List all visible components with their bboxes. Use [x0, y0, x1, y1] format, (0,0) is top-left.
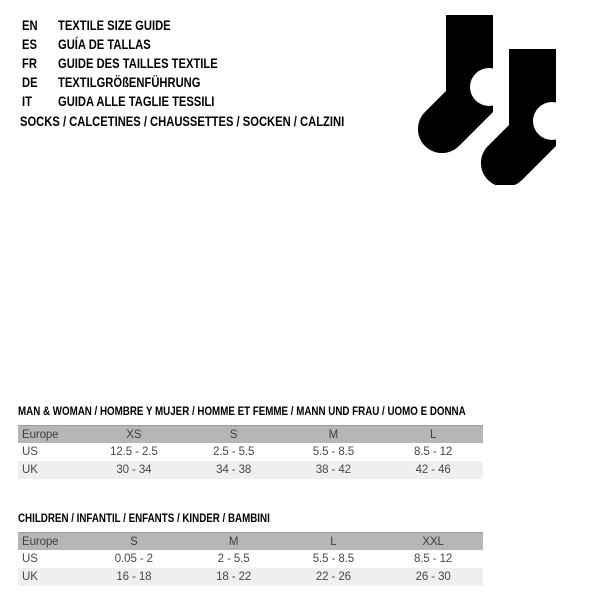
table-children	[18, 512, 483, 586]
lang-row-fr	[22, 53, 258, 72]
table-children-title-text: CHILDREN / INFANTIL / ENFANTS / KINDER / BAMBINI	[18, 513, 270, 525]
cell-uk-l: 22 - 26	[315, 571, 351, 583]
lang-label-it: GUIDA ALLE TAGLIE TESSILI	[58, 92, 215, 109]
lang-code-de: DE	[22, 73, 38, 90]
cell-uk-s: 16 - 18	[116, 571, 152, 583]
col-header-m: M	[328, 428, 339, 441]
col-header-europe: Europe	[22, 428, 59, 441]
table-children-title	[18, 512, 483, 526]
table-row-us	[18, 550, 483, 568]
lang-label-en: TEXTILE SIZE GUIDE	[58, 16, 171, 33]
cell-us-xs: 12.5 - 2.5	[110, 446, 158, 458]
lang-label-es: GUÍA DE TALLAS	[58, 35, 151, 52]
socks-icon	[406, 15, 576, 185]
table-row-us	[18, 443, 483, 461]
row-label-uk: UK	[22, 571, 38, 583]
col-header-s: S	[130, 535, 138, 548]
sock-left-icon	[418, 15, 508, 153]
category-line-text: SOCKS / CALCETINES / CHAUSSETTES / SOCKEN / CALZINI	[20, 113, 345, 129]
lang-code-it: IT	[22, 92, 32, 109]
lang-label-de: TEXTILGRÖßENFÜHRUNG	[58, 73, 201, 90]
cell-uk-xxl: 26 - 30	[415, 571, 451, 583]
col-header-m: M	[228, 535, 239, 548]
category-line	[20, 112, 425, 130]
lang-code-en: EN	[22, 16, 38, 33]
cell-uk-l: 42 - 46	[415, 464, 451, 476]
cell-us-s: 2.5 - 5.5	[212, 446, 255, 458]
lang-row-en	[22, 15, 258, 34]
lang-row-es	[22, 34, 258, 53]
lang-code-fr: FR	[22, 54, 37, 71]
lang-row-de	[22, 72, 258, 91]
cell-us-m: 5.5 - 8.5	[312, 446, 355, 458]
cell-uk-m: 18 - 22	[216, 571, 252, 583]
col-header-s: S	[229, 428, 238, 441]
cell-us-l: 5.5 - 8.5	[312, 553, 355, 565]
language-title-list	[22, 15, 258, 110]
table-man-woman-header-row	[18, 425, 483, 443]
table-row-uk	[18, 461, 483, 479]
row-label-us: US	[22, 553, 38, 565]
row-label-us: US	[22, 446, 38, 458]
row-label-uk: UK	[22, 464, 38, 476]
cell-us-s: 0.05 - 2	[114, 553, 153, 565]
lang-code-es: ES	[22, 35, 37, 52]
cell-uk-m: 38 - 42	[315, 464, 351, 476]
lang-row-it	[22, 91, 258, 110]
table-row-uk	[18, 568, 483, 586]
col-header-xs: XS	[126, 428, 142, 441]
cell-us-l: 8.5 - 12	[414, 446, 453, 458]
table-children-header-row	[18, 532, 483, 550]
col-header-l: L	[330, 535, 337, 548]
table-man-woman	[18, 405, 483, 479]
cell-us-xxl: 8.5 - 12	[414, 553, 453, 565]
lang-label-fr: GUIDE DES TAILLES TEXTILE	[58, 54, 218, 71]
cell-uk-xs: 30 - 34	[116, 464, 152, 476]
col-header-l: L	[429, 428, 437, 441]
col-header-europe: Europe	[22, 535, 59, 548]
cell-us-m: 2 - 5.5	[217, 553, 250, 565]
table-man-woman-title-text: MAN & WOMAN / HOMBRE Y MUJER / HOMME ET FEMME / MANN UND FRAU / UOMO E DONNA	[18, 406, 466, 418]
col-header-xxl: XXL	[422, 535, 444, 548]
cell-uk-s: 34 - 38	[216, 464, 252, 476]
table-man-woman-title	[18, 405, 483, 419]
